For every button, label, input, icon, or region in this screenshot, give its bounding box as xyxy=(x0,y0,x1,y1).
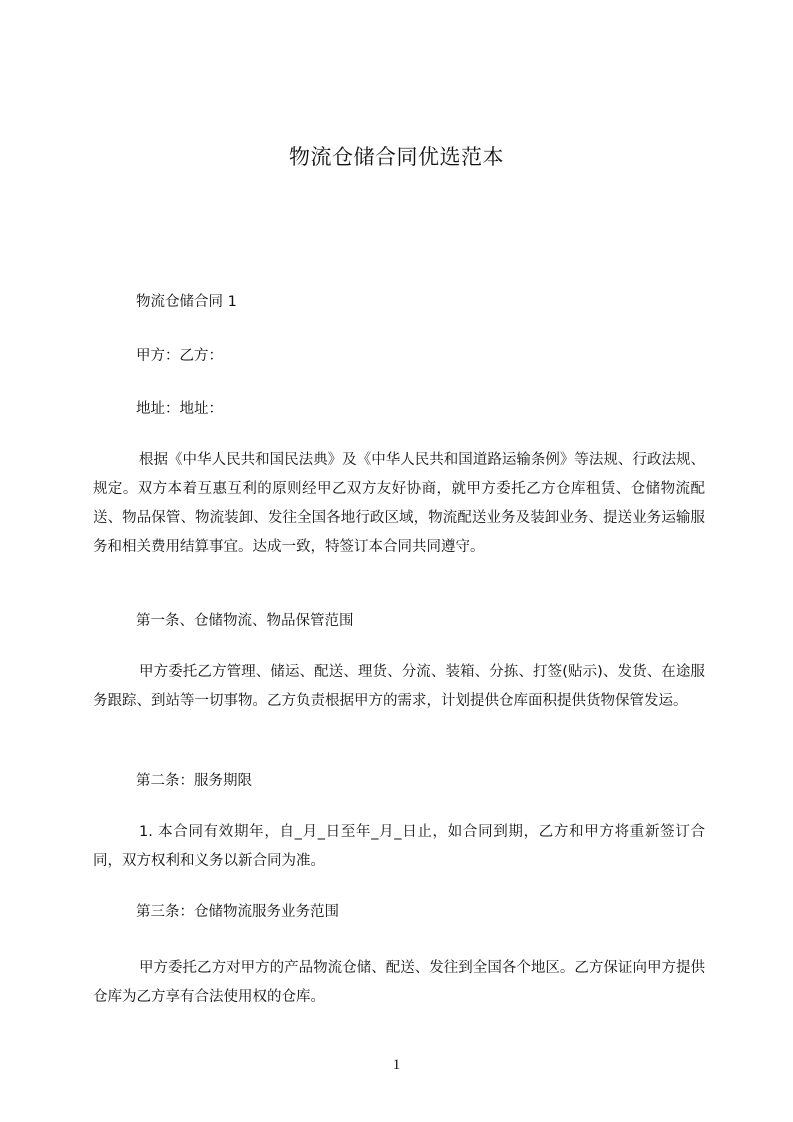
article-1-heading: 第一条、仓储物流、物品保管范围 xyxy=(136,613,354,629)
article-1-body: 甲方委托乙方管理、储运、配送、理货、分流、装箱、分拣、打签(贴示)、发货、在途服务跟踪、到站等一切事物。乙方负责根据甲方的需求，计划提供仓库面积提供货物保管发运。 xyxy=(93,664,705,709)
page-number: 1 xyxy=(392,1057,401,1073)
article-3-heading: 第三条：仓储物流服务业务范围 xyxy=(136,904,339,920)
contract-heading: 物流仓储合同 1 xyxy=(136,294,237,310)
article-2-heading: 第二条：服务期限 xyxy=(136,773,252,789)
parties-line: 甲方：乙方： xyxy=(136,348,223,364)
article-3-body: 甲方委托乙方对甲方的产品物流仓储、配送、发往到全国各个地区。乙方保证向甲方提供仓库为乙方享有合法使用权的仓库。 xyxy=(93,960,705,1005)
article-2-body: 1. 本合同有效期年，自_月_日至年_月_日止，如合同到期，乙方和甲方将重新签订合同，双方权利和义务以新合同为准。 xyxy=(93,824,705,869)
document-title: 物流仓储合同优选范本 xyxy=(289,145,504,169)
address-line: 地址：地址： xyxy=(136,401,223,417)
intro-paragraph: 根据《中华人民共和国民法典》及《中华人民共和国道路运输条例》等法规、行政法规、规定。双方本着互惠互利的原则经甲乙双方友好协商，就甲方委托乙方仓库租赁、仓储物流配送、物品保管、物流装卸、发往全国各地行政区域，物流配送业务及装卸业务、提送业务运输服务和相关费用结算事宜。达成一致，特签订本合同共同遵守。 xyxy=(93,452,705,555)
